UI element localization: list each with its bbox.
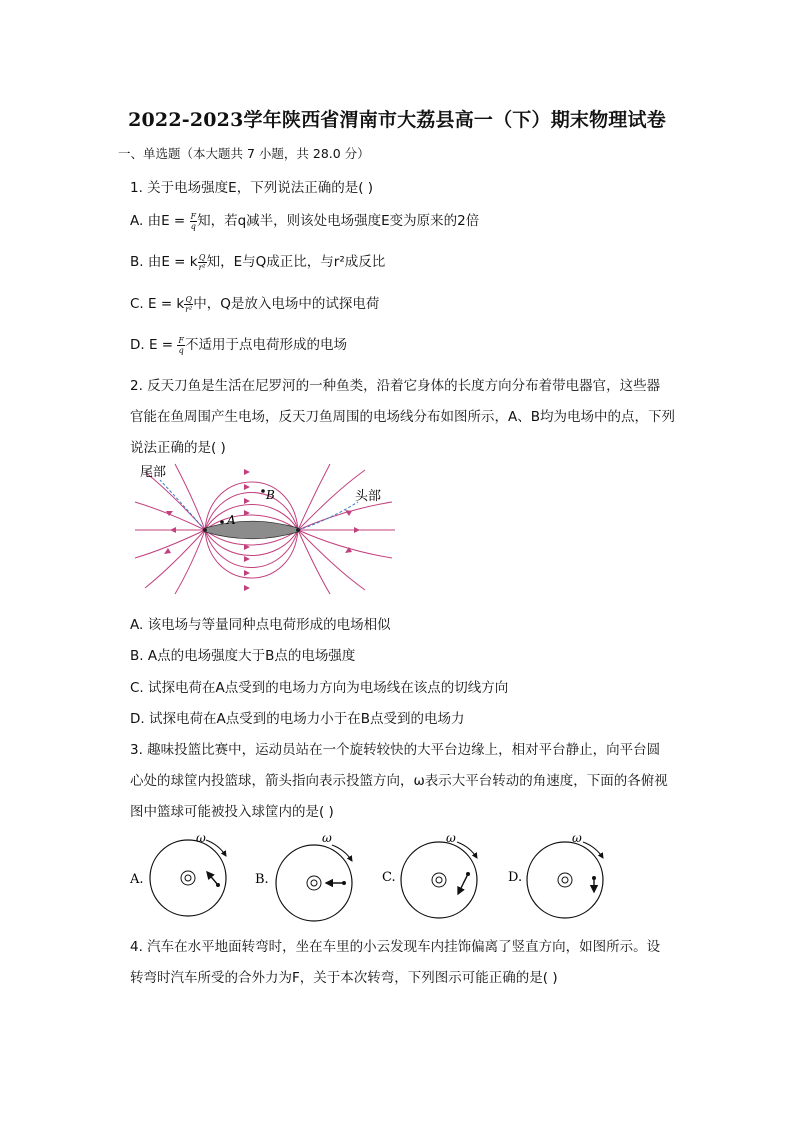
q1-c-fraction: $\frac{Q}{\text{r²}}$ <box>185 294 193 314</box>
q1-a-prefix: A. 由E = <box>130 213 190 229</box>
q1-option-c[interactable] <box>130 292 379 314</box>
diagram-d[interactable] <box>508 831 603 918</box>
diagram-c-label: C. <box>382 870 396 885</box>
q1-option-a[interactable] <box>130 209 479 231</box>
diagram-c[interactable] <box>382 831 477 918</box>
q3-stem-line2: 心处的球筐内投篮球，箭头指向表示投篮方向，ω表示大平台转动的角速度，下面的各俯视 <box>130 773 668 789</box>
q1-option-d[interactable] <box>130 333 347 355</box>
omega-d: ω <box>572 831 582 845</box>
q3-stem-line1: 3. 趣味投篮比赛中，运动员站在一个旋转较快的大平台边缘上，相对平台静止，向平台圆 <box>130 742 661 758</box>
q1-a-suffix: 知，若q减半，则该处电场强度E变为原来的2倍 <box>197 213 480 229</box>
diagram-a[interactable] <box>129 831 226 916</box>
diagram-b[interactable] <box>255 831 352 921</box>
head-label: 头部 <box>355 489 382 504</box>
point-a-label: A <box>227 513 236 527</box>
point-b-label: B <box>266 488 275 502</box>
q1-c-prefix: C. E = k <box>130 296 185 312</box>
q1-d-suffix: 不适用于点电荷形成的电场 <box>184 337 347 353</box>
electric-field-figure <box>130 458 400 596</box>
omega-c: ω <box>446 831 456 845</box>
q2-stem-line2: 官能在鱼周围产生电场，反天刀鱼周围的电场线分布如图所示，A、B均为电场中的点，下列 <box>130 409 675 425</box>
q1-b-prefix: B. 由E = k <box>130 254 198 270</box>
diagram-a-label: A. <box>130 872 144 887</box>
q4-stem-line2: 转弯时汽车所受的合外力为F，关于本次转弯，下列图示可能正确的是( ) <box>130 970 558 986</box>
q1-option-b[interactable] <box>130 250 385 272</box>
q1-b-suffix: 知，E与Q成正比，与r²成反比 <box>206 254 386 270</box>
exam-title: 2022-2023学年陕西省渭南市大荔县高一（下）期末物理试卷 <box>128 109 666 131</box>
q2-option-c[interactable]: C. 试探电荷在A点受到的电场力方向为电场线在该点的切线方向 <box>130 680 509 696</box>
q2-stem-line3: 说法正确的是( ) <box>130 440 226 456</box>
q1-b-fraction: $\frac{Q}{\text{r²}}$ <box>198 252 206 272</box>
q1-c-suffix: 中，Q是放入电场中的试探电荷 <box>193 296 380 312</box>
omega-a: ω <box>196 831 206 845</box>
q1-d-fraction: $\frac{F}{q}$ <box>178 335 184 355</box>
diagram-d-label: D. <box>508 870 523 885</box>
q2-option-d[interactable]: D. 试探电荷在A点受到的电场力小于在B点受到的电场力 <box>130 711 465 727</box>
omega-b: ω <box>322 831 332 845</box>
diagram-b-label: B. <box>255 872 269 887</box>
basketball-diagrams <box>128 828 628 924</box>
tail-label: 尾部 <box>140 465 167 480</box>
section-heading: 一、单选题（本大题共 7 小题，共 28.0 分） <box>118 146 370 161</box>
q1-a-fraction: $\frac{F}{q}$ <box>190 211 197 231</box>
q2-stem-line1: 2. 反天刀鱼是生活在尼罗河的一种鱼类，沿着它身体的长度方向分布着带电器官，这些器 <box>130 378 661 394</box>
q2-option-a[interactable]: A. 该电场与等量同种点电荷形成的电场相似 <box>130 617 391 633</box>
q3-stem-line3: 图中篮球可能被投入球筐内的是( ) <box>130 804 334 820</box>
q1-d-prefix: D. E = <box>130 337 178 353</box>
q4-stem-line1: 4. 汽车在水平地面转弯时，坐在车里的小云发现车内挂饰偏离了竖直方向，如图所示。设 <box>130 939 661 955</box>
q2-option-b[interactable]: B. A点的电场强度大于B点的电场强度 <box>130 648 356 664</box>
q1-stem: 1. 关于电场强度E，下列说法正确的是( ) <box>130 180 374 196</box>
